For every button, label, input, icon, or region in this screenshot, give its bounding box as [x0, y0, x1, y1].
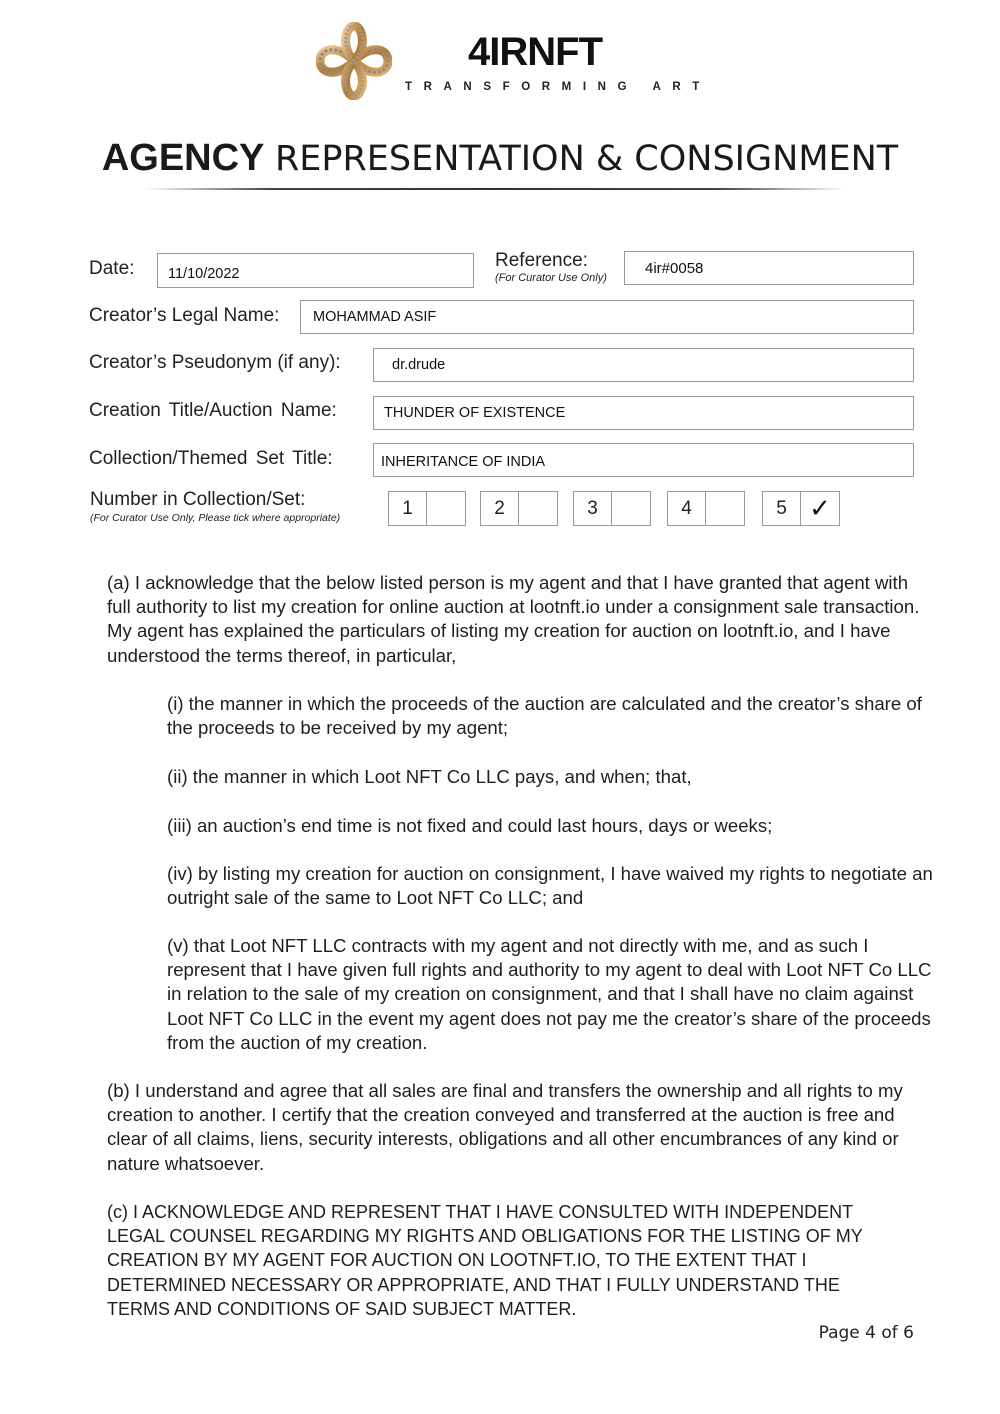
clause-a-ii	[167, 765, 937, 789]
set-number-label: 4	[668, 492, 706, 525]
date-label: Date:	[89, 258, 135, 279]
set-number-tick-area[interactable]	[427, 492, 465, 525]
brand-logo-icon	[316, 22, 392, 100]
clause-a-text: (a) I acknowledge that the below listed person is my agent and that I have granted that agent with full authority to list my creation for online auction at lootnft.io under a consignment sale transaction. My agent has explained the particulars of listing my creation for auction on lootnft.io, and I have understood the terms thereof, in particular,	[107, 572, 920, 666]
page-title-bold: AGENCY	[101, 137, 265, 179]
clause-a-v	[167, 934, 942, 1055]
legal-name-field[interactable]: MOHAMMAD ASIF	[300, 300, 914, 334]
clause-a-i-text: (i) the manner in which the proceeds of the auction are calculated and the creator’s share of the proceeds to be received by my agent;	[167, 693, 922, 739]
date-field[interactable]: 11/10/2022	[157, 253, 474, 288]
set-number-label: 2	[481, 492, 519, 525]
pseudonym-field[interactable]: dr.drude	[373, 348, 914, 382]
page-number: Page 4 of 6	[818, 1323, 914, 1343]
clause-a-ii-text: (ii) the manner in which Loot NFT Co LLC pays, and when; that,	[167, 766, 692, 787]
collection-title-field[interactable]: INHERITANCE OF INDIA	[373, 443, 914, 477]
pseudonym-label: Creator’s Pseudonym (if any):	[89, 352, 341, 373]
page-title	[0, 136, 1000, 181]
clause-a-v-text: (v) that Loot NFT LLC contracts with my agent and not directly with me, and as such I represent that I have given full rights and authority to my agent to deal with Loot NFT Co LLC in relation to the sale of my creation on consignment, and that I shall have no claim against Loot NFT Co LLC in the event my agent does not pay me the creator’s share of the proceeds from the auction of my creation.	[167, 935, 932, 1053]
set-number-checkbox-4[interactable]	[667, 491, 745, 526]
collection-title-label: Collection/Themed Set Title:	[89, 448, 333, 469]
clause-b-text: (b) I understand and agree that all sales are final and transfers the ownership and all rights to my creation to another. I certify that the creation conveyed and transferred at the auction is free and clear of all claims, liens, security interests, obligations and all other encumbrances of any kind or nature whatsoever.	[107, 1080, 903, 1174]
brand-name: 4IRNFT	[468, 30, 602, 74]
number-in-set-label: Number in Collection/Set:	[90, 489, 306, 510]
title-divider	[145, 188, 845, 190]
set-number-checkbox-3[interactable]	[573, 491, 651, 526]
set-number-tick-area[interactable]	[706, 492, 744, 525]
set-number-label: 5	[763, 492, 801, 525]
set-number-checkbox-5[interactable]	[762, 491, 840, 526]
set-number-checkbox-2[interactable]	[480, 491, 558, 526]
set-number-label: 1	[389, 492, 427, 525]
reference-note: (For Curator Use Only)	[495, 272, 607, 284]
set-number-checkbox-1[interactable]	[388, 491, 466, 526]
page-title-rest: REPRESENTATION & CONSIGNMENT	[274, 139, 899, 179]
checkmark-icon[interactable]: ✓	[809, 493, 831, 523]
clause-c-text: (c) I ACKNOWLEDGE AND REPRESENT THAT I HAVE CONSULTED WITH INDEPENDENT LEGAL COUNSEL REGARDING MY RIGHTS AND OBLIGATIONS FOR THE LISTING OF MY CREATION BY MY AGENT FOR AUCTION ON LOOTNFT.IO, TO THE EXTENT THAT I DETERMINED NECESSARY OR APPROPRIATE, AND THAT I FULLY UNDERSTAND THE TERMS AND CONDITIONS OF SAID SUBJECT MATTER.	[107, 1202, 863, 1319]
creation-title-label: Creation Title/Auction Name:	[89, 400, 337, 421]
clause-b	[107, 1079, 927, 1176]
set-number-tick-area[interactable]	[612, 492, 650, 525]
set-number-label: 3	[574, 492, 612, 525]
clause-a-iii	[167, 814, 937, 838]
clause-a-iii-text: (iii) an auction’s end time is not fixed and could last hours, days or weeks;	[167, 815, 773, 836]
creation-title-field[interactable]: THUNDER OF EXISTENCE	[373, 396, 914, 430]
reference-field[interactable]: 4ir#0058	[624, 251, 914, 285]
clause-a-i	[167, 692, 937, 740]
clause-a	[107, 571, 932, 668]
reference-label: Reference:	[495, 250, 588, 271]
set-number-tick-area[interactable]	[519, 492, 557, 525]
brand-tagline: TRANSFORMING ART	[405, 81, 711, 93]
number-in-set-note: (For Curator Use Only, Please tick where appropriate)	[90, 512, 341, 524]
clause-c	[107, 1200, 897, 1321]
clause-a-iv	[167, 862, 937, 910]
clause-a-iv-text: (iv) by listing my creation for auction on consignment, I have waived my rights to negotiate an outright sale of the same to Loot NFT Co LLC; and	[167, 863, 933, 909]
legal-name-label: Creator’s Legal Name:	[89, 305, 280, 326]
